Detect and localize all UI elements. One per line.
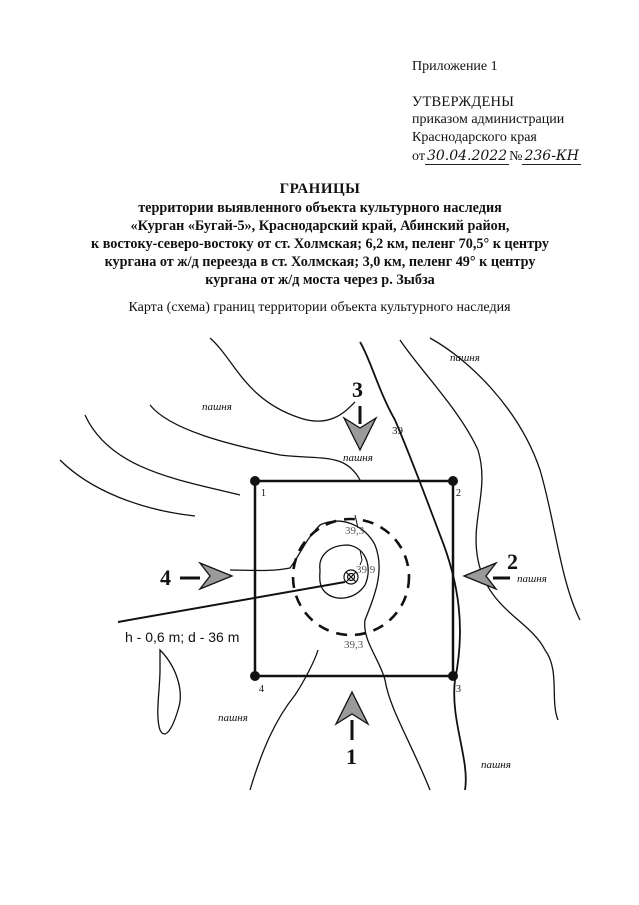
field-label: пашня [218,712,248,724]
title-line-5: кургана от ж/д моста через р. Зыбза [205,272,435,288]
dimension-label: h - 0,6 m; d - 36 m [125,629,240,645]
boundary-map [0,320,639,800]
corner-label-3: 3 [456,684,461,695]
view-number-1: 1 [346,744,357,769]
document-title [60,180,580,289]
field-label: пашня [450,352,480,364]
corner-point-4 [250,671,260,681]
contour-line [158,650,181,734]
contour-line [85,415,240,495]
contour-line [400,340,558,720]
title-line-2: «Курган «Бугай-5», Краснодарский край, Абинский район, [130,218,510,234]
field-label: пашня [517,573,547,585]
number-sign: № [509,149,523,164]
field-label: пашня [343,452,373,464]
corner-label-1: 1 [261,488,266,499]
title-heading: ГРАНИЦЫ [279,181,361,197]
corner-point-2 [448,476,458,486]
order-date: 30.04.2022 [426,148,508,164]
region-label: Краснодарского края [412,130,537,145]
view-arrow-3-icon [344,406,376,450]
contour-line [150,405,360,480]
view-arrow-1-icon [336,692,368,740]
order-number: 236-КН [524,148,579,164]
title-line-1: территории выявленного объекта культурного наследия [138,200,502,216]
corner-point-3 [448,671,458,681]
contour-line [250,650,318,790]
view-number-2: 2 [507,549,518,574]
view-arrow-4-icon [180,563,232,589]
order-date-line [412,147,581,166]
contour-line [360,342,466,790]
corner-label-4: 4 [259,684,264,695]
view-number-3: 3 [352,377,363,402]
elevation-label: 39,3 [344,639,364,651]
elevation-label: 39,9 [356,564,376,576]
view-arrow-2-icon [464,563,510,589]
elevation-label: 39,3 [345,525,365,537]
contour-line [230,521,430,790]
dimension-leader [118,582,345,622]
appendix-label: Приложение 1 [412,59,498,74]
field-label: пашня [202,401,232,413]
view-number-4: 4 [160,565,171,590]
elevation-label: 39 [392,425,403,437]
contour-line [60,460,195,516]
title-line-3: к востоку-северо-востоку от ст. Холмская; 6,2 км, пеленг 70,5° к центру [90,236,550,252]
approval-block [412,58,581,166]
title-line-4: кургана от ж/д переезда в ст. Холмская; 3,0 км, пеленг 49° к центру [104,254,536,270]
map-caption: Карта (схема) границ территории объекта культурного наследия [128,300,511,315]
corner-label-2: 2 [456,488,461,499]
field-label: пашня [481,759,511,771]
order-label: приказом администрации [412,112,565,127]
approved-label: УТВЕРЖДЕНЫ [412,94,515,110]
date-prefix: от [412,149,425,164]
corner-point-1 [250,476,260,486]
